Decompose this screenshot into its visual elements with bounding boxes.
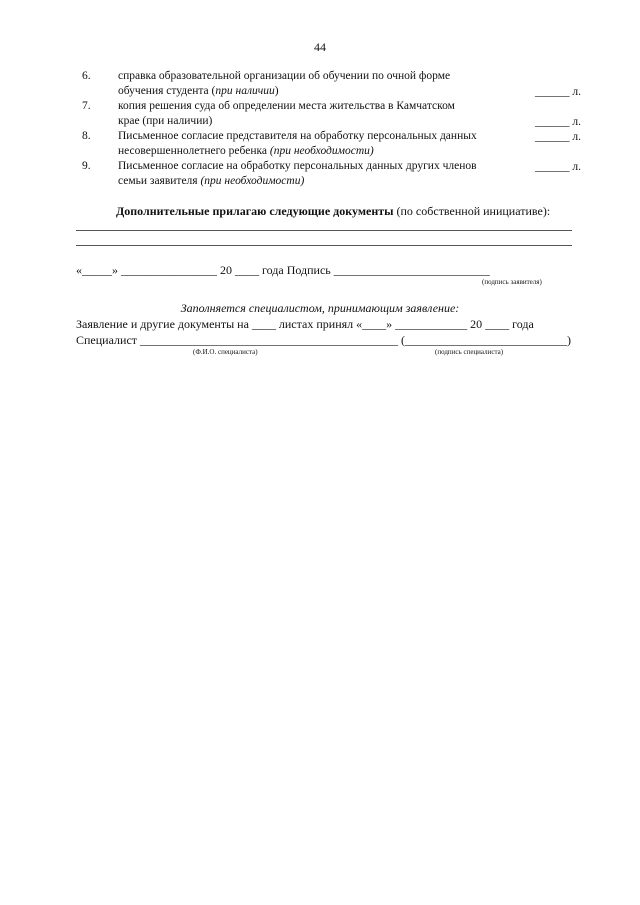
list-item-text-continued: крае (при наличии) bbox=[118, 115, 213, 127]
specialist-acceptance-line: Заявление и другие документы на ____ листах принял «____» ____________ 20 ____ года bbox=[76, 317, 534, 331]
list-item-text-continued: несовершеннолетнего ребенка (при необходимости) bbox=[118, 145, 374, 157]
blank-line bbox=[76, 245, 572, 246]
list-item-text-continued: обучения студента (при наличии) bbox=[118, 85, 279, 97]
list-item-number: 9. bbox=[82, 160, 91, 172]
pages-blank: ______ л. bbox=[535, 116, 581, 128]
list-item-text-continued: семьи заявителя (при необходимости) bbox=[118, 175, 305, 187]
list-item-text: Письменное согласие на обработку персональных данных других членов bbox=[118, 160, 477, 172]
list-item-text: справка образовательной организации об обучении по очной форме bbox=[118, 70, 451, 82]
specialist-heading: Заполняется специалистом, принимающим заявление: bbox=[180, 301, 460, 315]
list-item-number: 6. bbox=[82, 70, 91, 82]
page-number: 44 bbox=[314, 40, 326, 54]
list-item-text: Письменное согласие представителя на обработку персональных данных bbox=[118, 130, 477, 142]
applicant-signature-caption: (подпись заявителя) bbox=[482, 278, 542, 286]
pages-blank: ______ л. bbox=[535, 161, 581, 173]
specialist-name-line: Специалист ___________________________________________ (___________________________) bbox=[76, 333, 571, 347]
applicant-signature-line: «_____» ________________ 20 ____ года Подпись __________________________ bbox=[76, 263, 490, 277]
list-item-number: 7. bbox=[82, 100, 91, 112]
pages-blank: ______ л. bbox=[535, 131, 581, 143]
additional-documents-heading: Дополнительные прилагаю следующие документы (по собственной инициативе): bbox=[116, 204, 551, 218]
specialist-signature-caption: (подпись специалиста) bbox=[435, 348, 504, 356]
specialist-fio-caption: (Ф.И.О. специалиста) bbox=[193, 348, 258, 356]
pages-blank: ______ л. bbox=[535, 86, 581, 98]
list-item-number: 8. bbox=[82, 130, 91, 142]
blank-line bbox=[76, 230, 572, 231]
list-item-text: копия решения суда об определении места жительства в Камчатском bbox=[118, 100, 455, 112]
